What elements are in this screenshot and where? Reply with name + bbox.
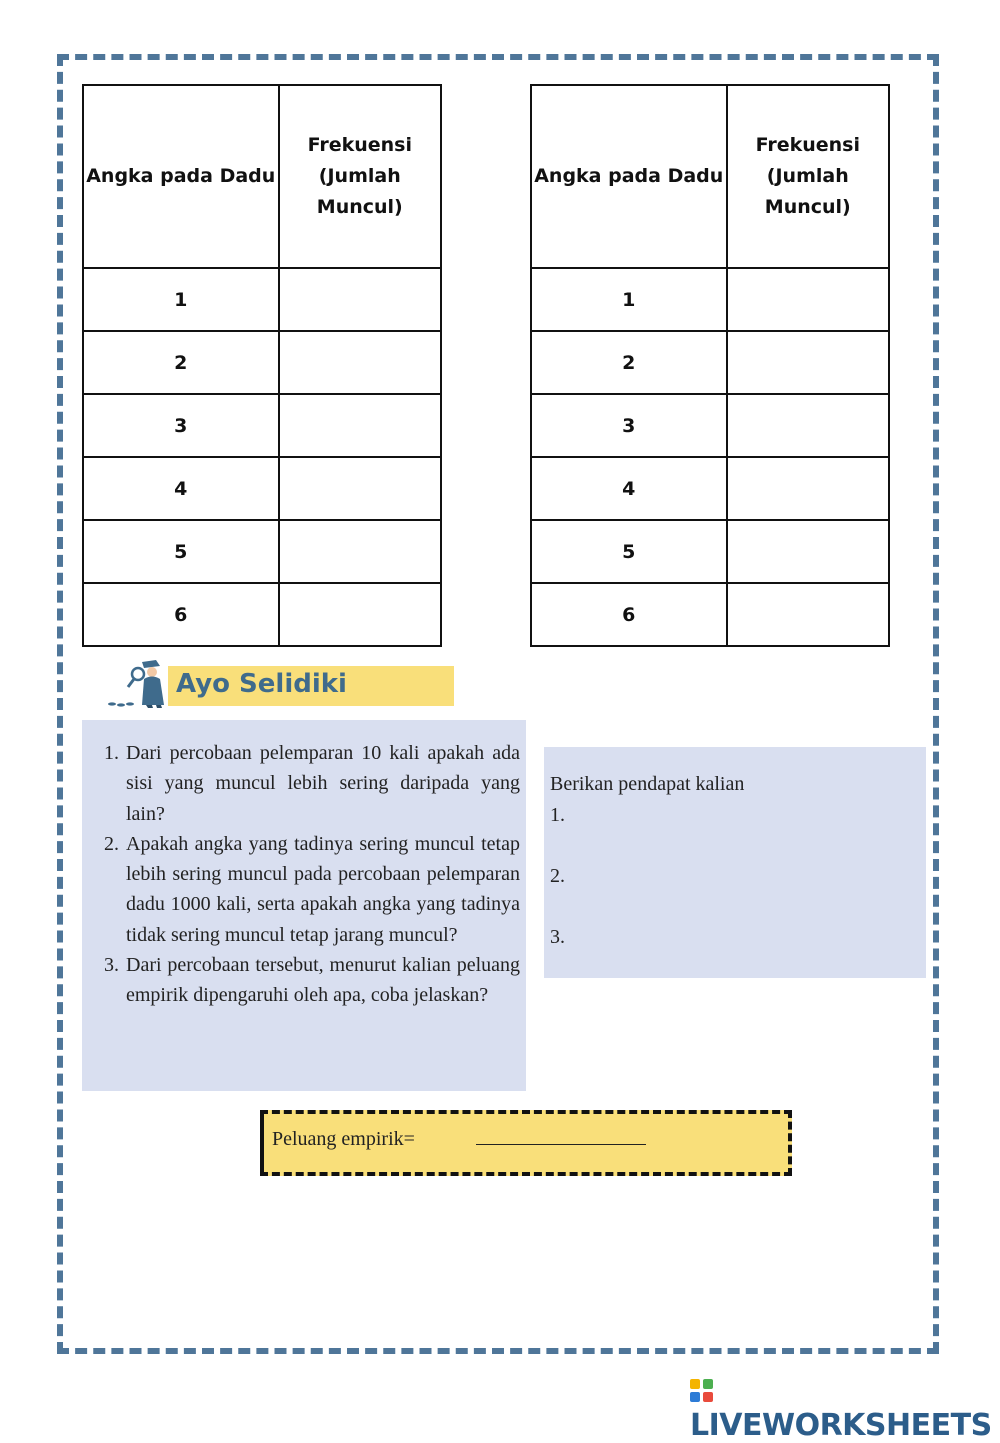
- table-row: [531, 457, 889, 520]
- frequency-table-left: [82, 84, 442, 647]
- table-header-number: Angka pada Dadu: [531, 85, 727, 268]
- opinion-answer-3[interactable]: 3.: [550, 925, 565, 948]
- table-header-frequency: Frekuensi (Jumlah Muncul): [279, 85, 441, 268]
- liveworksheets-logo-icon: [690, 1379, 714, 1403]
- dice-number: 3: [531, 394, 727, 457]
- brand-footer: [690, 1372, 1000, 1443]
- opinion-answer-2[interactable]: 2.: [550, 864, 565, 887]
- table-header-number: Angka pada Dadu: [83, 85, 279, 268]
- table-row: [531, 520, 889, 583]
- formula-answer-blank[interactable]: [476, 1144, 646, 1146]
- opinion-prompt: Berikan pendapat kalian: [550, 773, 745, 795]
- section-title: Ayo Selidiki: [176, 669, 347, 699]
- dice-number: 4: [531, 457, 727, 520]
- formula-box: [260, 1110, 792, 1176]
- frequency-input-cell[interactable]: [279, 331, 441, 394]
- table-row: [83, 331, 441, 394]
- dice-number: 1: [83, 268, 279, 331]
- table-row: [83, 520, 441, 583]
- frequency-input-cell[interactable]: [727, 457, 889, 520]
- frequency-input-cell[interactable]: [279, 268, 441, 331]
- list-item: 3. Dari percobaan tersebut, menurut kalian peluang empirik dipengaruhi oleh apa, coba jelaskan?: [124, 950, 520, 1011]
- table-row: [531, 394, 889, 457]
- dice-number: 2: [531, 331, 727, 394]
- frequency-input-cell[interactable]: [279, 394, 441, 457]
- dice-number: 3: [83, 394, 279, 457]
- questions-list: [82, 738, 520, 1011]
- frequency-input-cell[interactable]: [727, 331, 889, 394]
- frequency-input-cell[interactable]: [279, 457, 441, 520]
- frequency-input-cell[interactable]: [727, 583, 889, 646]
- table-header-frequency: Frekuensi (Jumlah Muncul): [727, 85, 889, 268]
- list-item: 2. Apakah angka yang tadinya sering muncul tetap lebih sering muncul pada percobaan pelemparan dadu 1000 kali, serta apakah angka yang tadinya tidak sering muncul tetap jarang muncul?: [124, 829, 520, 950]
- dice-number: 5: [83, 520, 279, 583]
- dice-number: 6: [83, 583, 279, 646]
- brand-name: LIVEWORKSHEETS: [690, 1408, 992, 1443]
- section-heading: [104, 657, 454, 709]
- frequency-input-cell[interactable]: [279, 583, 441, 646]
- dice-number: 2: [83, 331, 279, 394]
- opinion-answer-1[interactable]: 1.: [550, 803, 565, 826]
- list-item: 1. Dari percobaan pelemparan 10 kali apakah ada sisi yang muncul lebih sering daripada yang lain?: [124, 738, 520, 829]
- frequency-input-cell[interactable]: [279, 520, 441, 583]
- dice-number: 4: [83, 457, 279, 520]
- opinion-panel: [544, 747, 926, 978]
- table-row: [83, 583, 441, 646]
- frequency-input-cell[interactable]: [727, 520, 889, 583]
- table-row: [531, 268, 889, 331]
- questions-panel: [82, 720, 526, 1091]
- formula-label: Peluang empirik=: [272, 1128, 415, 1150]
- frequency-input-cell[interactable]: [727, 394, 889, 457]
- frequency-input-cell[interactable]: [727, 268, 889, 331]
- dice-number: 1: [531, 268, 727, 331]
- table-row: [83, 394, 441, 457]
- dice-number: 5: [531, 520, 727, 583]
- dice-number: 6: [531, 583, 727, 646]
- table-row: [83, 268, 441, 331]
- table-row: [531, 583, 889, 646]
- frequency-table-right: [530, 84, 890, 647]
- table-row: [531, 331, 889, 394]
- table-row: [83, 457, 441, 520]
- detective-icon: [104, 657, 170, 709]
